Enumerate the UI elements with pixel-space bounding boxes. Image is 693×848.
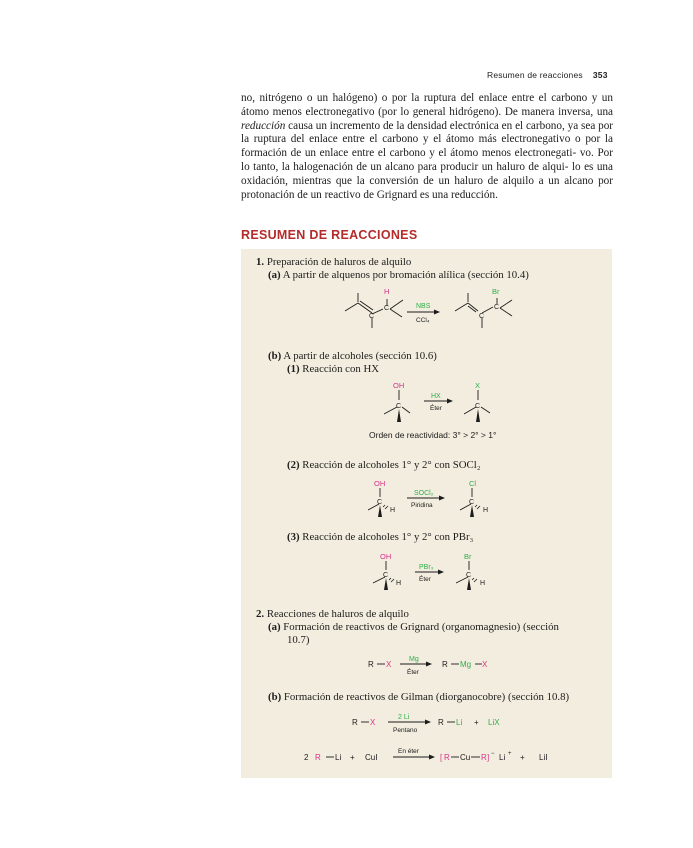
reagent-ccl4: CCl₄ [416,317,430,324]
item-1-title: Preparación de haluros de alquilo [266,256,412,268]
c-li: Li [335,753,342,762]
grignard-reactant-x: X [386,660,392,669]
wedge-bonds [378,409,480,590]
header-text: Resumen de reacciones [487,70,583,80]
atom-h-label: H [483,507,489,514]
item-2a-text: Formación de reactivos de Grignard (organomagnesio) (sección [283,621,559,633]
reagent-eter: Éter [430,405,442,412]
item-2-title: Reacciones de haluros de alquilo [266,608,409,620]
gilman-product-lix: LiX [488,718,500,727]
atom-h-label: H [396,580,402,587]
item-2b-text: Formación de reactivos de Gilman (diorganocobre) (sección 10.8) [283,691,570,703]
atom-oh-label: OH [380,552,392,561]
atom-cl-label: Cl [469,479,477,488]
item-2b-label: (b) [268,691,282,703]
plus-sign: + [520,753,525,762]
plus-sign: + [474,718,479,727]
reagent-2li: 2 Li [398,714,410,721]
c-r: R [315,753,321,762]
intro-line: vo. Por lo tanto, la halogenación de un alcano para producir un haluro de alqui- [241,147,613,173]
gilman-reactant-x: X [370,718,376,727]
atom-c-label: C [494,304,500,311]
atom-c-label: C [475,403,481,410]
intro-line: no, nitrógeno o un halógeno) o por la ruptura del enlace entre el carbono y un [241,92,613,104]
gilman-product-r: R [438,718,444,727]
item-1b-text: A partir de alcoholes (sección 10.6) [283,350,437,362]
intro-line: átomo menos electronegativo (por lo general hidrógeno). De manera inversa, [241,105,594,118]
grignard-product-r: R [442,660,448,669]
atom-c-label: C [396,403,402,410]
item-2a-label: (a) [268,621,281,633]
intro-line: causa un incremento de la densidad electrónica en el carbono, ya [285,119,579,132]
grignard-product-mg: Mg [460,660,472,669]
arrowheads [425,310,453,760]
reagent-mg: Mg [409,656,419,663]
gilman-product-li: Li [456,718,463,727]
reagent-nbs: NBS [416,303,431,310]
bracket-close: ] [487,753,490,762]
intro-line: sea por la ruptura del enlace entre el carbono y el átomo más electronegativo o [241,119,614,146]
item-1b-label: (b) [268,350,282,362]
intro-line: alcano por protonación de un reactivo de Grignard es una reducción. [241,174,614,201]
atom-oh-label: OH [393,381,405,390]
intro-line: una [596,105,613,118]
item-1b2-label: (2) [287,459,300,471]
gilman-reactant-r: R [352,718,358,727]
atom-oh-label: OH [374,479,386,488]
charge-minus: − [491,751,495,757]
item-1b3-text: Reacción de alcoholes 1° y 2° con PBr₃ [302,531,474,543]
atom-c-label: C [384,305,390,312]
item-1a-label: (a) [268,269,281,281]
reagent-eter: Éter [419,576,431,583]
atom-h-label: H [390,507,396,514]
reactivity-order: Orden de reactividad: 3° > 2° > 1° [369,430,497,440]
grignard-product-x: X [482,660,488,669]
atom-br-label: Br [464,552,472,561]
intro-line: por la formación de un enlace entre el carbono y el átomo menos electronegati- [241,133,613,160]
reagent-piridina: Piridina [411,502,433,509]
item-2-number: 2. [256,608,265,620]
c-lii: LiI [539,753,548,762]
reagent-pentano: Pentano [393,727,418,734]
c-cu: Cu [460,753,471,762]
item-1b1-text: Reacción con HX [302,363,380,375]
c-li-plus: Li [499,753,506,762]
section-title: RESUMEN DE REACCIONES [241,228,418,242]
atom-c-label: C [377,499,383,506]
reagent-pbr3: PBr₃ [419,564,434,571]
atom-h-label: H [384,287,390,296]
charge-plus: + [508,751,512,757]
coef-2: 2 [304,753,309,762]
reagent-en-eter: En éter [398,748,419,755]
structure-lines [326,293,512,757]
page-number: 353 [592,70,608,80]
intro-line: lo es una oxidación, mientras que la conversión de un haluro de alquilo a un [241,160,613,187]
reagent-eter: Éter [407,669,419,676]
item-1b1-label: (1) [287,363,300,375]
intro-emphasis: reducción [241,119,286,132]
reagent-hx: HX [431,393,441,400]
bracket-open: [ [440,753,443,762]
c-cui: CuI [365,753,378,762]
c-r1: R [444,753,450,762]
reagent-socl2: SOCl₂ [414,490,434,497]
item-1-number: 1. [256,256,265,268]
grignard-reactant-r: R [368,660,374,669]
item-2a-text-cont: 10.7) [287,634,310,646]
atom-br-label: Br [492,287,500,296]
item-1b2-text: Reacción de alcoholes 1° y 2° con SOCl₂ [302,459,481,471]
atom-c-label: C [466,572,472,579]
atom-c-label: C [383,572,389,579]
atom-c-label: C [469,499,475,506]
plus-sign: + [350,753,355,762]
atom-x-label: X [475,381,481,390]
c-r2: R [481,753,487,762]
item-1b3-label: (3) [287,531,300,543]
atom-h-label: H [480,580,486,587]
item-1a-text: A partir de alquenos por bromación alílica (sección 10.4) [282,269,529,281]
atom-c-label: C [479,313,485,320]
atom-c-label: C [369,313,375,320]
